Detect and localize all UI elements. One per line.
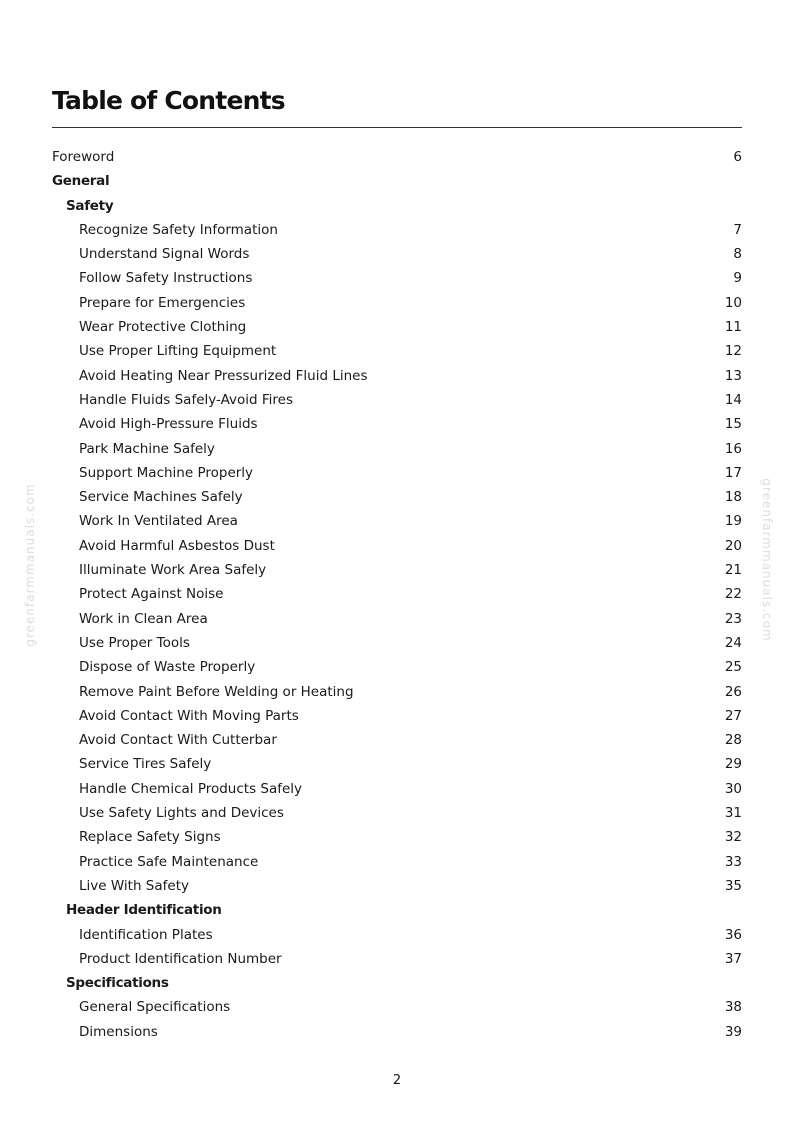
toc-entry-page-number: 36 [724, 926, 742, 943]
title-divider [52, 127, 742, 128]
toc-entry-page-number: 6 [733, 149, 742, 165]
toc-entry-page-number: 23 [724, 610, 742, 627]
toc-entry-label: Safety [66, 197, 114, 214]
toc-entry-label: Service Tires Safely [79, 756, 212, 773]
toc-entry-page-number: 19 [724, 513, 742, 530]
toc-entry-label: Understand Signal Words [79, 246, 250, 263]
toc-entry-page-number: 21 [724, 562, 742, 579]
toc-entry-page-number: 15 [724, 416, 742, 433]
toc-entry-page-number: 25 [724, 659, 742, 676]
toc-entry[interactable] [52, 242, 742, 266]
toc-entry-label: General Specifications [79, 999, 231, 1016]
toc-entry-page-number: 10 [724, 294, 742, 311]
toc-section-heading [52, 169, 742, 193]
toc-entry-label: General [52, 173, 110, 190]
toc-entry[interactable] [52, 631, 742, 655]
toc-entry-page-number: 16 [724, 440, 742, 457]
toc-section-heading [52, 898, 742, 922]
toc-entry-label: Identification Plates [79, 926, 213, 943]
toc-entry-label: Avoid Contact With Moving Parts [79, 707, 299, 724]
toc-entry-label: Header Identification [66, 902, 222, 919]
toc-entry[interactable] [52, 485, 742, 509]
toc-entry[interactable] [52, 704, 742, 728]
toc-entry-page-number: 31 [724, 805, 742, 822]
toc-entry[interactable] [52, 145, 742, 169]
toc-entry[interactable] [52, 607, 742, 631]
toc-entry[interactable] [52, 315, 742, 339]
toc-entry-page-number: 18 [724, 489, 742, 506]
toc-entry[interactable] [52, 582, 742, 606]
toc-entry-page-number: 26 [724, 683, 742, 700]
toc-entry-page-number: 24 [724, 634, 742, 651]
toc-section-heading [52, 194, 742, 218]
toc-entry-label: Avoid Contact With Cutterbar [79, 732, 277, 749]
toc-entry-label: Service Machines Safely [79, 489, 243, 506]
toc-entry-page-number: 39 [724, 1023, 742, 1040]
toc-entry-page-number: 29 [724, 756, 742, 773]
toc-entry-label: Live With Safety [79, 877, 189, 894]
toc-entry-label: Use Proper Lifting Equipment [79, 343, 277, 360]
toc-entry-page-number: 38 [724, 999, 742, 1016]
toc-entry-label: Work In Ventilated Area [79, 513, 238, 530]
toc-entry[interactable] [52, 825, 742, 849]
toc-entry-label: Follow Safety Instructions [79, 270, 253, 287]
toc-entry-label: Use Proper Tools [79, 634, 190, 651]
toc-entry-page-number: 12 [724, 343, 742, 360]
toc-entry-label: Practice Safe Maintenance [79, 853, 259, 870]
toc-entry-label: Park Machine Safely [79, 440, 215, 457]
toc-entry-page-number: 22 [724, 586, 742, 603]
toc-entry[interactable] [52, 752, 742, 776]
toc-entry[interactable] [52, 850, 742, 874]
toc-entry-label: Handle Fluids Safely-Avoid Fires [79, 391, 294, 408]
toc-entry-page-number: 30 [724, 780, 742, 797]
toc-entry[interactable] [52, 291, 742, 315]
toc-entry-label: Dimensions [79, 1023, 158, 1040]
toc-entry-label: Use Safety Lights and Devices [79, 805, 284, 822]
toc-entry-label: Protect Against Noise [79, 586, 224, 603]
toc-entry-label: Avoid Harmful Asbestos Dust [79, 537, 275, 554]
toc-entry-page-number: 32 [724, 829, 742, 846]
toc-entry-label: Dispose of Waste Properly [79, 659, 256, 676]
toc-entry[interactable] [52, 655, 742, 679]
toc-entry-page-number: 33 [724, 853, 742, 870]
toc-entry[interactable] [52, 266, 742, 290]
toc-entry[interactable] [52, 388, 742, 412]
toc-section-heading [52, 971, 742, 995]
toc-entry-label: Recognize Safety Information [79, 221, 278, 238]
toc-entry-page-number: 9 [733, 270, 742, 287]
toc-entry-label: Wear Protective Clothing [79, 319, 247, 336]
toc-entry[interactable] [52, 777, 742, 801]
toc-entry-page-number: 20 [724, 537, 742, 554]
toc-entry[interactable] [52, 728, 742, 752]
toc-entry-label: Remove Paint Before Welding or Heating [79, 683, 354, 700]
toc-entry[interactable] [52, 412, 742, 436]
toc-entry-page-number: 35 [724, 877, 742, 894]
toc-entry-page-number: 7 [733, 221, 742, 238]
toc-entry-page-number: 8 [733, 246, 742, 263]
toc-entry-label: Foreword [52, 149, 115, 165]
toc-entry-page-number: 17 [724, 464, 742, 481]
toc-entry[interactable] [52, 995, 742, 1019]
toc-entry[interactable] [52, 509, 742, 533]
toc-entry[interactable] [52, 339, 742, 363]
toc-entry[interactable] [52, 558, 742, 582]
page-number: 2 [392, 1073, 402, 1088]
toc-entry-page-number: 11 [724, 319, 742, 336]
toc-entry[interactable] [52, 218, 742, 242]
toc-entry-label: Replace Safety Signs [79, 829, 221, 846]
toc-entry-page-number: 13 [724, 367, 742, 384]
toc-entry-page-number: 37 [724, 950, 742, 967]
toc-entry-page-number: 28 [724, 732, 742, 749]
toc-entry-label: Avoid High-Pressure Fluids [79, 416, 258, 433]
toc-entry[interactable] [52, 680, 742, 704]
watermark-right: greenfarmmanuals.com [760, 478, 774, 642]
toc-entry[interactable] [52, 461, 742, 485]
toc-entry-label: Prepare for Emergencies [79, 294, 246, 311]
table-of-contents [52, 145, 742, 1044]
toc-entry-page-number: 14 [724, 391, 742, 408]
toc-entry-label: Specifications [66, 975, 169, 992]
toc-entry[interactable] [52, 801, 742, 825]
toc-entry[interactable] [52, 437, 742, 461]
toc-entry[interactable] [52, 947, 742, 971]
toc-entry-label: Support Machine Properly [79, 464, 254, 481]
toc-entry-page-number: 27 [724, 707, 742, 724]
toc-entry[interactable] [52, 923, 742, 947]
toc-entry[interactable] [52, 1020, 742, 1044]
toc-entry-label: Avoid Heating Near Pressurized Fluid Lines [79, 367, 368, 384]
toc-entry[interactable] [52, 364, 742, 388]
toc-entry[interactable] [52, 534, 742, 558]
toc-entry[interactable] [52, 874, 742, 898]
toc-entry-label: Illuminate Work Area Safely [79, 562, 267, 579]
watermark-left: greenfarmmanuals.com [23, 483, 37, 647]
toc-entry-label: Product Identification Number [79, 950, 282, 967]
page-title: Table of Contents [52, 86, 285, 115]
toc-entry-label: Work in Clean Area [79, 610, 208, 627]
toc-entry-label: Handle Chemical Products Safely [79, 780, 303, 797]
